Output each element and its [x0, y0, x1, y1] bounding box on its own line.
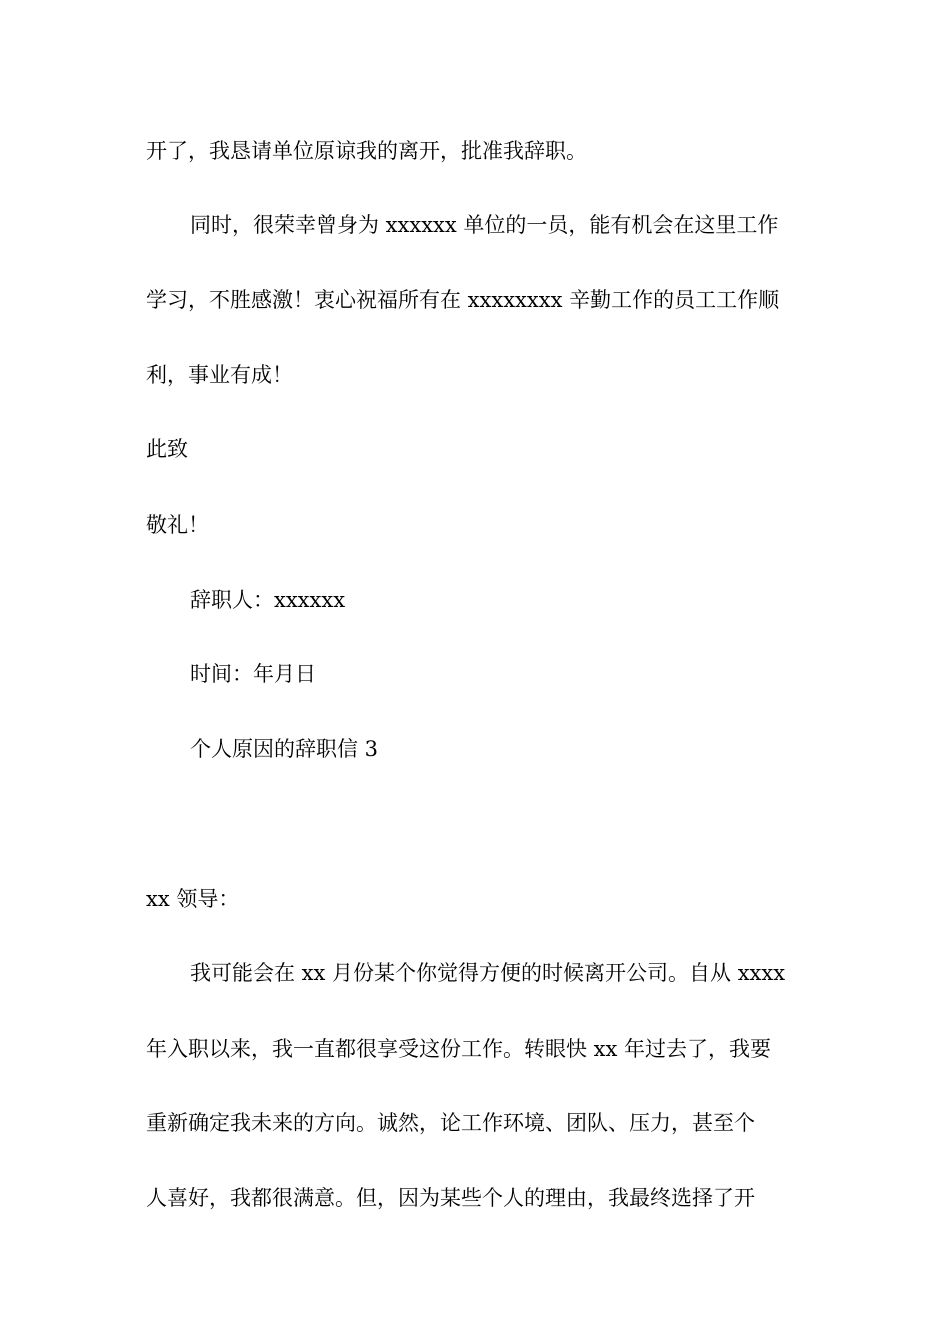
text-line: 年入职以来，我一直都很享受这份工作。转眼快 xx 年过去了，我要 [146, 1037, 772, 1061]
text-line-paragraph-start: 我可能会在 xx 月份某个你觉得方便的时候离开公司。自从 xxxx [190, 961, 786, 985]
signature-line: 辞职人：xxxxxx [190, 588, 346, 612]
text-line-paragraph-start: 同时，很荣幸曾身为 xxxxxx 单位的一员，能有机会在这里工作 [190, 213, 779, 237]
closing-regards: 敬礼！ [146, 513, 209, 537]
letter-greeting: xx 领导： [146, 887, 240, 911]
text-line-continuation: 开了，我恳请单位原谅我的离开，批准我辞职。 [146, 139, 587, 163]
text-line: 利，事业有成！ [146, 363, 293, 387]
text-line: 重新确定我未来的方向。诚然，论工作环境、团队、压力，甚至个 [146, 1111, 755, 1135]
date-line: 时间：年月日 [190, 662, 316, 686]
section-title: 个人原因的辞职信 3 [190, 737, 379, 761]
text-line: 人喜好，我都很满意。但，因为某些个人的理由，我最终选择了开 [146, 1186, 755, 1210]
text-line: 学习，不胜感激！衷心祝福所有在 xxxxxxxx 辛勤工作的员工工作顺 [146, 288, 780, 312]
closing-salutation: 此致 [146, 437, 188, 461]
